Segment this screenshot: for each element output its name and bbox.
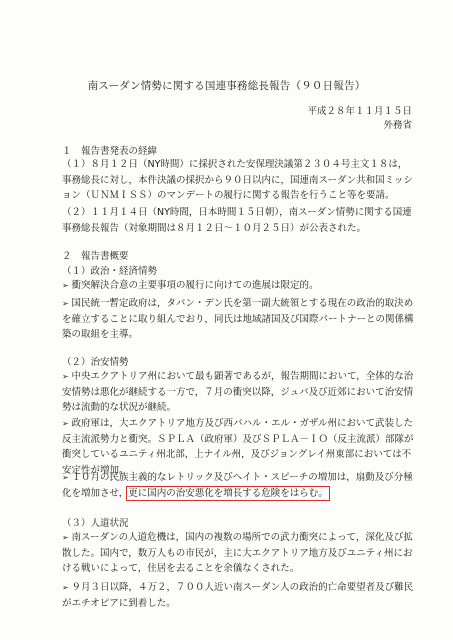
political-bullet-2: 国民統一暫定政府は，タバン・デン氏を第一副大統領とする現在の政治的取決めを確立することに取り組んでおり，同氏は地域諸国及び国際パートナーとの関係構築の取組を主導。 (62, 298, 414, 340)
subsection-political-heading: （１）政治・経済情勢 (62, 266, 158, 277)
document-title: 南スーダン情勢に関する国連事務総長報告（９０日報告） (87, 80, 366, 92)
security-bullet-2: 政府軍は，大エクアトリア地方及び西バハル・エル・ガザル州において武装した反主流派勢力と衝突。ＳＰＬＡ（政府軍）及びＳＰＬＡ－ＩＯ（反主流派）部隊が衝突しているユニティ州北部，上ナイル州，及びジョングレイ州東部においては不安定性が増加。 (62, 418, 414, 476)
section1-paragraph-1: （１）８月１２日（NY時間）に採択された安保理決議第２３０４号主文１８は，事務総長に対し，本件決議の採択から９０日以内に，国連南スーダン共和国ミッション（ＵＮＭＩＳＳ）のマンデートの履行に関する報告を行うこと等を要請。 (62, 159, 413, 201)
section1-paragraph-2: （２）１１月１４日（NY時間，日本時間１５日朝），南スーダン情勢に関する国連事務総長報告（対象期間は８月１２日～１０月２５日）が公表された。 (62, 207, 412, 234)
document-date: 平成２８年１１月１５日 (307, 106, 412, 117)
highlighted-phrase: 更に国内の治安悪化を増長する危険をはらむ。 (128, 487, 328, 499)
arrow-bullet-icon: ➢ (62, 281, 69, 290)
arrow-bullet-icon: ➢ (62, 419, 69, 428)
humanitarian-bullet-2: ９月３日以降，４万２，７００人近い南スーダン人の政治的亡命要望者及び難民がエチオピアに到着した。 (62, 582, 414, 609)
political-bullet-1: 衝突解決合意の主要事項の履行に向けての進展は限定的。 (71, 280, 319, 291)
section2-heading: ２ 報告書概要 (62, 251, 129, 262)
arrow-bullet-icon: ➢ (62, 299, 69, 308)
humanitarian-bullet-1: 南スーダンの人道危機は，国内の複数の場所での武力衝突によって，深化及び拡散した。国内で，数万人もの市民が，主に大エクアトリア地方及びユニティ州における戦いによって，住居を去ることを余儀なくされた。 (62, 532, 413, 574)
arrow-bullet-icon: ➢ (62, 473, 69, 482)
security-bullet-3-text: １０月の民族主義的なレトリック及びヘイト・スピーチの増加は，扇動及び分極化を増加させ， (62, 472, 413, 499)
arrow-bullet-icon: ➢ (62, 372, 69, 381)
subsection-humanitarian-heading: （３）人道状況 (62, 518, 129, 529)
section1-heading: １ 報告書発表の経緯 (62, 146, 158, 157)
arrow-bullet-icon: ➢ (62, 583, 69, 592)
arrow-bullet-icon: ➢ (62, 533, 69, 542)
subsection-security-heading: （２）治安情勢 (62, 357, 129, 368)
security-bullet-3 (62, 470, 414, 501)
organization-name: 外務省 (383, 120, 412, 131)
security-bullet-1: 中央エクアトリア州において最も顕著であるが，報告期間において，全体的な治安情勢は悪化が継続する一方で，７月の衝突以降，ジュバ及び近郊において治安情勢は流動的な状況が継続。 (62, 371, 414, 413)
